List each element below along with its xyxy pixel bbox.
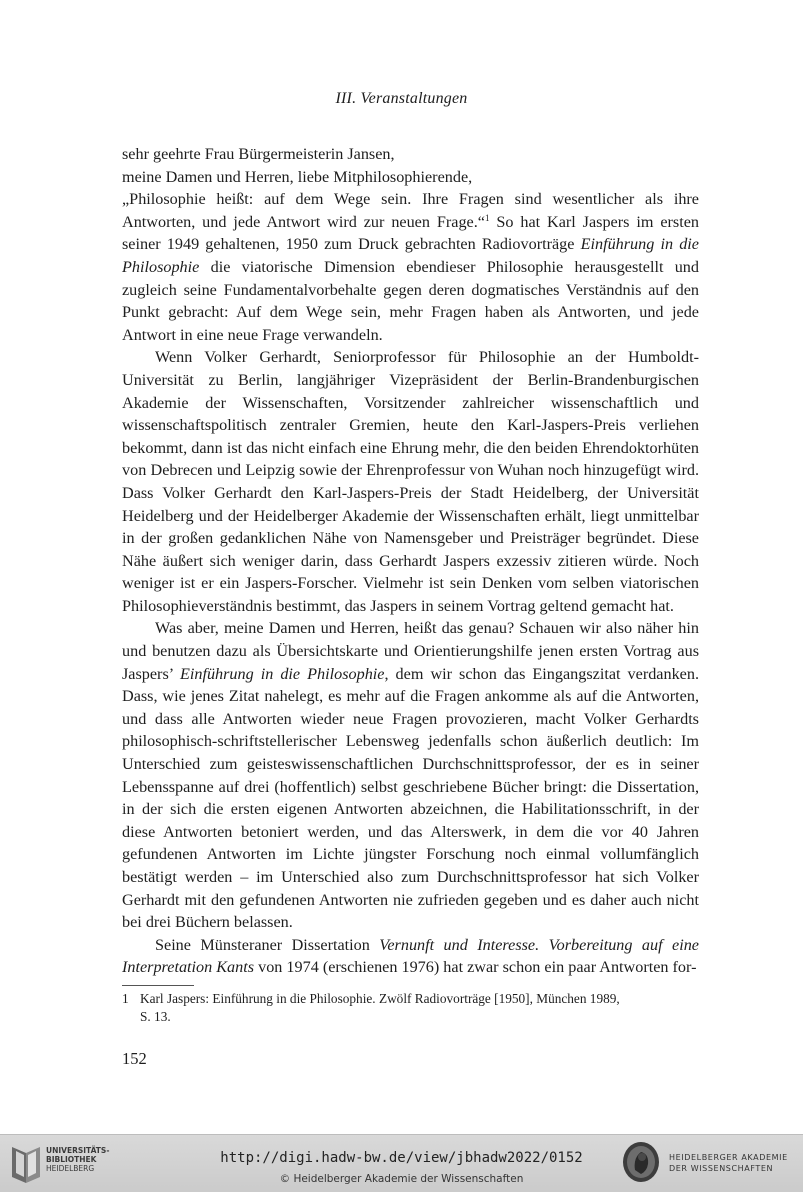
- academy-seal-icon: [621, 1140, 661, 1184]
- footnote-rule: [122, 985, 194, 986]
- paragraph: [122, 934, 699, 979]
- text-run: , dem wir schon das Eingangszitat verdanken. Dass, wie jenes Zitat nahelegt, es mehr auf die Fragen ankomme als auf die Antworten, und dass alle Antworten wieder neue Fragen provozieren, macht Volker Gerhardts philosophisch-schriftstellerischer Lebensweg jedenfalls schon äußerlich deutlich: Im Unterschied zum geisteswissenschaftlichen Durchschnittsprofessor, der es in seiner Lebensspanne auf drei (hoffentlich) selbst geschriebene Bücher bringt: die Dissertation, in der sich die ersten eigenen Antworten abzeichnen, die Habilitationsschrift, in der diese Antworten betoniert werden, und das Alterswerk, in dem die vor 40 Jahren gefundenen Antworten im Lichte jüngster Forschung noch einmal vollumfänglich bestätigt werden – im Unterschied also zum Durchschnittsprofessor hat sich Volker Gerhardt mit den gefundenen Antworten nie zufrieden gegeben und es daher auch nicht bei drei Büchern belassen.: [122, 664, 700, 932]
- paragraph: [122, 346, 699, 617]
- text-run: Was aber, meine Damen und Herren, heißt das genau? Schauen wir also näher hin und benutzen dazu als Übersichtskarte und Orientierungshilfe jenen ersten Vortrag aus Jaspers’: [122, 619, 699, 683]
- footnote-number: 1: [122, 991, 129, 1006]
- text-run: Seine Münsteraner Dissertation: [155, 935, 380, 954]
- text-run: die viatorische Dimension ebendieser Philosophie herausgestellt und zugleich seine Fundamentalvorbehalte gegen deren dogmatisches Verständnis auf den Punkt gebracht: Auf dem Wege sein, mehr Fragen haben als Antworten, und jede Antwort in eine neue Frage verwandeln.: [122, 257, 699, 344]
- paragraph: [122, 617, 699, 933]
- footnote-reference: 1: [484, 212, 490, 223]
- italic-title: Einführung in die Philosophie: [179, 664, 385, 683]
- footnote-text: Karl Jaspers: Einführung in die Philosophie. Zwölf Radiovorträge [1950], München 1989,: [140, 991, 620, 1006]
- permalink-url[interactable]: http://digi.hadw-bw.de/view/jbhadw2022/0152: [220, 1150, 583, 1166]
- academy-line-2: DER WISSENSCHAFTEN: [669, 1164, 774, 1173]
- running-head: III. Veranstaltungen: [335, 90, 468, 107]
- paragraph: [122, 143, 699, 346]
- text-run: von 1974 (erschienen 1976) hat zwar schon ein paar Antworten for-: [254, 958, 697, 977]
- academy-name: [669, 1152, 788, 1174]
- text-run: So hat Karl Jaspers im ersten seiner 1949 gehaltenen, 1950 zum Druck gebrachten Radiovorträge: [122, 212, 699, 254]
- footnote: [122, 990, 699, 1026]
- text-run: sehr geehrte Frau Bürgermeisterin Jansen,: [122, 145, 395, 163]
- copyright-notice: © Heidelberger Akademie der Wissenschaften: [279, 1173, 524, 1185]
- text-run: „Philosophie heißt: auf dem Wege sein. Ihre Fragen sind wesentlicher als ihre Antworten, und jede Antwort wird zur neuen Frage.“: [122, 190, 699, 231]
- body-text: [122, 143, 699, 979]
- footnote-text-continued: S. 13.: [140, 1009, 171, 1024]
- text-run: Wenn Volker Gerhardt, Seniorprofessor für Philosophie an der Humboldt-Universität zu Berlin, langjähriger Vizepräsident der Berlin-Brandenburgischen Akademie der Wissenschaften, Vorsitzender zahlreicher wissenschaftlich und wissenschaftspolitisch zentraler Gremien, heute den Karl-Jaspers-Preis verliehen bekommt, dann ist das nicht einfach eine Ehrung mehr, die den beiden Ehrendoktorhüten von Debrecen und Leipzig sowie der Ehrenprofessur von Wuhan noch hinzugefügt wird. Dass Volker Gerhardt den Karl-Jaspers-Preis der Stadt Heidelberg, der Universität Heidelberg und der Heidelberger Akademie der Wissenschaften erhält, liegt unmittelbar in der großen gedanklichen Nähe von Namensgeber und Preisträger begründet. Diese Nähe äußert sich weniger darin, dass Gerhardt Jaspers exzessiv zitieren würde. Noch weniger ist er ein Jaspers-Forscher. Vielmehr ist sein Denken vom selben viatorischen Philosophieverständnis bestimmt, das Jaspers in seinem Vortrag geltend gemacht hat.: [122, 348, 699, 615]
- library-line-3: HEIDELBERG: [46, 1164, 95, 1173]
- library-line-2: BIBLIOTHEK: [46, 1155, 97, 1164]
- page-number: 152: [122, 1049, 147, 1068]
- italic-title: Vernunft und Interesse. Vorbereitung auf eine Interpretation Kants: [122, 935, 699, 977]
- italic-title: Einführung in die Philosophie: [122, 235, 699, 276]
- viewer-footer-bar: [0, 1134, 803, 1192]
- text-run: meine Damen und Herren, liebe Mitphilosophierende,: [122, 167, 473, 186]
- academy-line-1: HEIDELBERGER AKADEMIE: [669, 1153, 788, 1162]
- library-line-1: UNIVERSITÄTS-: [46, 1146, 110, 1155]
